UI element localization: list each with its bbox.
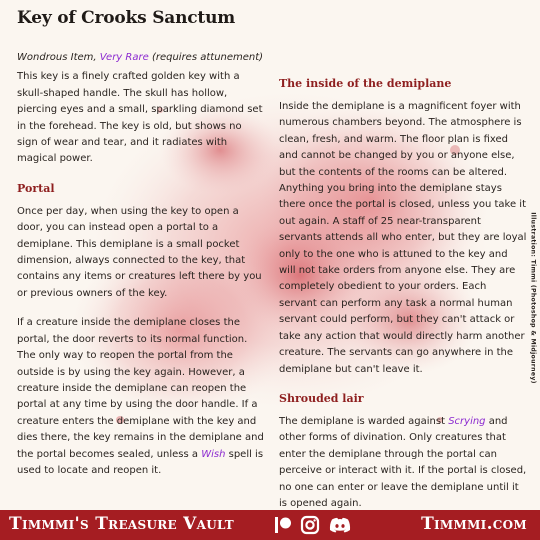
scrying-spell-link[interactable]: Scrying <box>448 415 486 427</box>
left-column <box>17 50 265 492</box>
inside-paragraph: Inside the demiplane is a magnificent foyer with numerous chambers beyond. The atmosphere is clean, fresh, and warm. The floor plan is fixed and cannot be changed by you or anyone else, but the contents of the rooms can be altered. Anything you bring into the demiplane stays there once the portal is closed, unless you take it out again. A staff of 25 near-transparent servants attends all who enter, but they are loyal only to the one who is attuned to the key and will not take orders from anyone else. They are completely obedient to your orders. Each servant can perform any task a normal human servant could perform, but they can't attack or take any action that would directly harm another creature. The servants can go anywhere in the demiplane but can't leave it. <box>279 101 527 375</box>
instagram-icon[interactable] <box>300 515 320 535</box>
inside-heading: The inside of the demiplane <box>279 77 452 90</box>
discord-icon[interactable] <box>328 515 352 535</box>
illustration-credit: Illustration: Timmi (Photoshop & Midjourney) <box>529 212 537 384</box>
item-attunement: (requires attunement) <box>151 52 264 63</box>
portal-paragraph-2 <box>17 315 265 479</box>
portal-p2-text-b: spell is used to locate and reopen it. <box>17 448 264 476</box>
footer-bar <box>0 510 540 540</box>
item-subtitle <box>17 50 265 66</box>
item-rarity: Very Rare <box>99 52 149 63</box>
right-column <box>279 76 527 510</box>
item-description: This key is a finely crafted golden key with a skull-shaped handle. The skull has hollow, piercing eyes and a small, sparkling diamond set in the forehead. The key is old, but shows no sign of wear and tear, and it radiates with magical power. <box>17 71 263 165</box>
portal-heading: Portal <box>17 181 55 195</box>
footer-brand: Timmmi's Treasure Vault <box>9 514 235 534</box>
shrouded-heading: Shrouded lair <box>279 391 364 405</box>
item-title: Key of Crooks Sanctum <box>17 8 236 28</box>
portal-p2-text-a: If a creature inside the demiplane closes the portal, the door reverts to its normal function. The only way to reopen the portal from the outside is by using the key again. However, a creature inside the demiplane can reopen the portal at any time by using the door handle. If a creature enters the demiplane with the key and dies there, the key remains in the demiplane and the portal becomes sealed, unless a <box>17 317 264 460</box>
patreon-icon[interactable] <box>273 515 293 535</box>
portal-paragraph-1: Once per day, when using the key to open a door, you can instead open a portal to a demiplane. This demiplane is a small pocket dimension, always connected to the key, that contains any items or creatures left there by you or previous owners of the key. <box>17 205 262 299</box>
footer-site-link[interactable]: Timmmi.com <box>421 514 527 534</box>
shrouded-paragraph <box>279 414 527 510</box>
wish-spell-link[interactable]: Wish <box>201 448 226 460</box>
shrouded-text-a: The demiplane is warded against <box>279 415 449 427</box>
item-type: Wondrous Item, <box>17 52 97 63</box>
shrouded-text-b: and other forms of divination. Only creatures that enter the demiplane through the portal can perceive or interact with it. If the portal is closed, no one can enter or leave the demiplane until it is opened again. <box>279 415 527 509</box>
